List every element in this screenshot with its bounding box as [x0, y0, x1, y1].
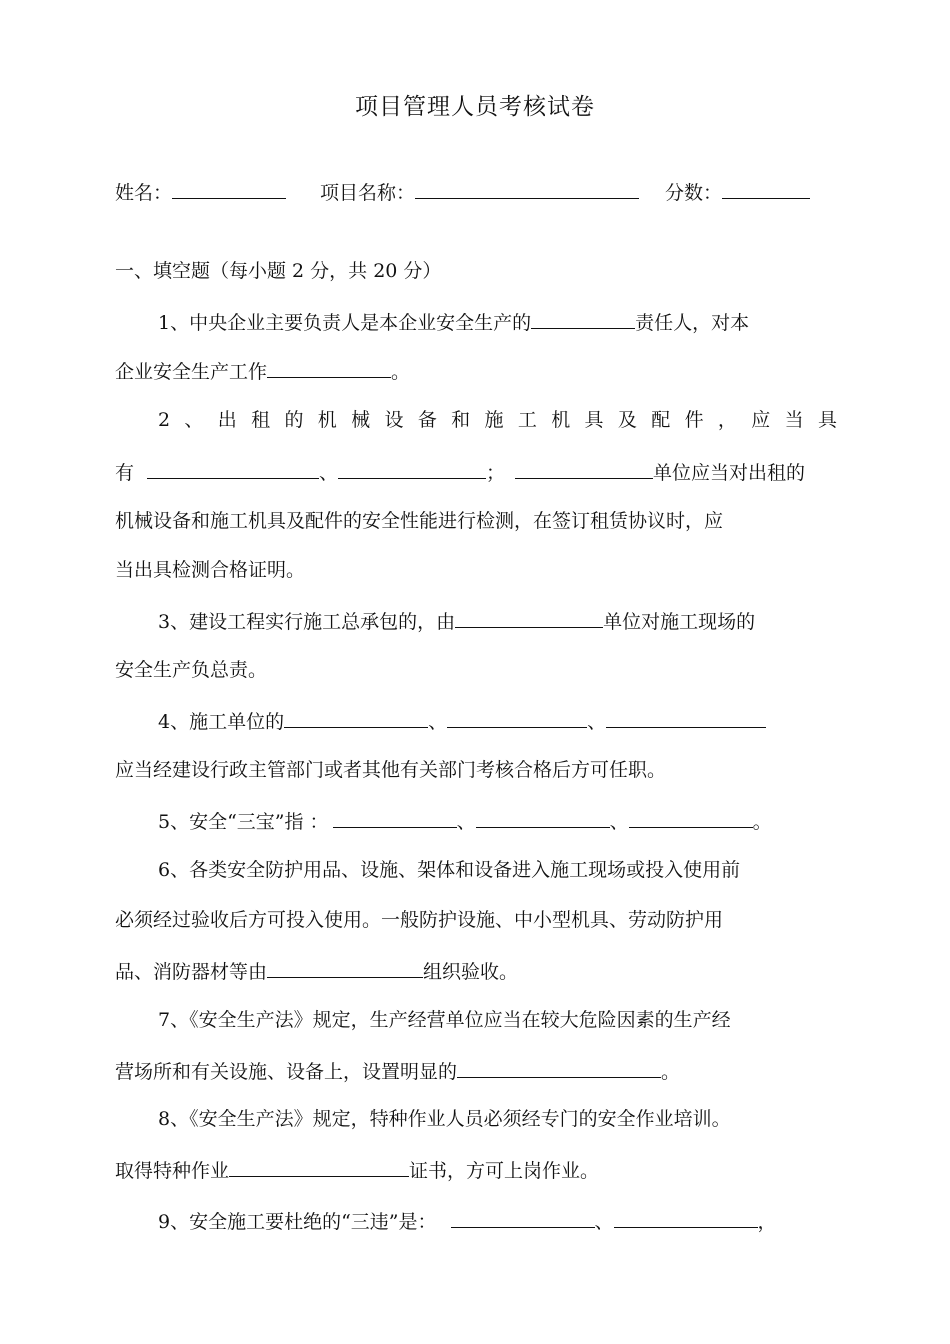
question-3-line-2: 安全生产负总责。: [115, 659, 268, 681]
question-8-line-2: 取得特种作业 证书，方可上岗作业。: [115, 1154, 837, 1186]
q6-blank[interactable]: [267, 955, 423, 978]
q9-blank-2[interactable]: [614, 1205, 758, 1228]
question-1-line-1: 1、中央企业主要负责人是本企业安全生产的 责任人，对本: [158, 306, 837, 338]
question-3-line-1: 3、建设工程实行施工总承包的，由 单位对施工现场的: [158, 605, 837, 637]
score-label: 分数：: [665, 182, 723, 204]
header-fields: [115, 176, 837, 208]
question-4-line-1: 4、施工单位的 、 、: [158, 705, 837, 737]
question-1-line-2: 企业安全生产工作 。: [115, 355, 837, 387]
q4-blank-2[interactable]: [447, 705, 587, 728]
question-2-line-1: 2 、 出 租 的 机 械 设 备 和 施 工 机 具 及 配 件 ， 应 当 具: [158, 409, 837, 431]
q4-blank-1[interactable]: [284, 705, 428, 728]
name-label: 姓名：: [115, 182, 173, 204]
question-7-line-2: 营场所和有关设施、设备上，设置明显的 。: [115, 1055, 837, 1087]
page-title: 项目管理人员考核试卷: [355, 94, 595, 120]
question-6-line-2: 必须经过验收后方可投入使用。一般防护设施、中小型机具、劳动防护用: [115, 909, 724, 931]
question-8-line-1: 8、《安全生产法》规定，特种作业人员必须经专门的安全作业培训。: [158, 1108, 731, 1130]
question-5: 5、安全“三宝”指 ： 、 、 。: [158, 805, 837, 837]
q5-blank-3[interactable]: [629, 805, 753, 828]
project-name-label: 项目名称：: [320, 182, 416, 204]
q4-blank-3[interactable]: [606, 705, 766, 728]
q2-blank-2[interactable]: [338, 456, 486, 479]
q3-blank[interactable]: [455, 605, 603, 628]
q2-blank-1[interactable]: [147, 456, 319, 479]
score-blank[interactable]: [722, 176, 810, 199]
q2-blank-3[interactable]: [515, 456, 653, 479]
q5-blank-2[interactable]: [476, 805, 610, 828]
project-name-blank[interactable]: [415, 176, 639, 199]
q1-blank-2[interactable]: [267, 355, 391, 378]
q1-blank-1[interactable]: [531, 306, 635, 329]
question-2-line-3: 机械设备和施工机具及配件的安全性能进行检测，在签订租赁协议时，应: [115, 510, 724, 532]
section-heading: 一、填空题（每小题 2 分，共 20 分）: [115, 260, 442, 282]
q9-blank-1[interactable]: [451, 1205, 595, 1228]
question-2-line-4: 当出具检测合格证明。: [115, 559, 306, 581]
question-7-line-1: 7、《安全生产法》规定，生产经营单位应当在较大危险因素的生产经: [158, 1009, 731, 1031]
question-6-line-1: 6、各类安全防护用品、设施、架体和设备进入施工现场或投入使用前: [158, 859, 741, 881]
question-4-line-2: 应当经建设行政主管部门或者其他有关部门考核合格后方可任职。: [115, 759, 667, 781]
q7-blank[interactable]: [457, 1055, 661, 1078]
q8-blank[interactable]: [229, 1154, 409, 1177]
question-6-line-3: 品、消防器材等由 组织验收。: [115, 955, 837, 987]
q5-blank-1[interactable]: [333, 805, 457, 828]
question-2-line-2: 有 、 ； 单位应当对出租的: [115, 456, 837, 488]
name-blank[interactable]: [172, 176, 286, 199]
question-9-line-1: 9、安全施工要杜绝的“三违”是： 、 ，: [158, 1205, 837, 1237]
